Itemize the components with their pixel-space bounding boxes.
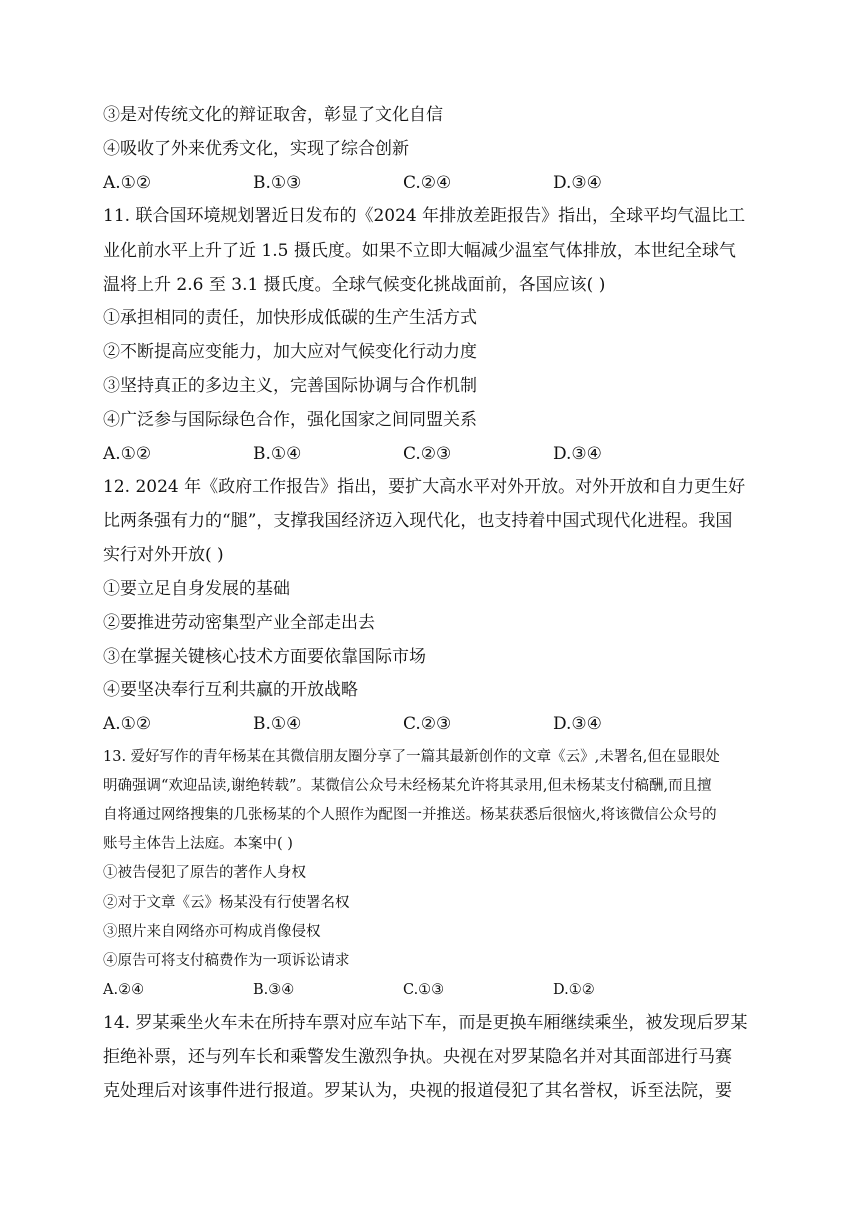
q14-stem-line-1: 14. 罗某乘坐火车未在所持车票对应车站下车，而是更换车厢继续乘坐，被发现后罗某 bbox=[103, 1013, 748, 1033]
q10-option-b[interactable]: B.①③ bbox=[253, 173, 302, 193]
q11-stem-line-2: 业化前水平上升了近 1.5 摄氏度。如果不立即大幅减少温室气体排放，本世纪全球气 bbox=[103, 241, 736, 261]
q11-item-3: ③坚持真正的多边主义，完善国际协调与合作机制 bbox=[103, 376, 477, 396]
q10-item-3: ③是对传统文化的辩证取舍，彰显了文化自信 bbox=[103, 105, 443, 125]
q12-option-b[interactable]: B.①④ bbox=[253, 714, 302, 734]
q10-option-c[interactable]: C.②④ bbox=[403, 173, 452, 193]
q13-item-4: ④原告可将支付稿费作为一项诉讼请求 bbox=[103, 953, 350, 969]
q10-option-a[interactable]: A.①② bbox=[103, 173, 152, 193]
q13-option-b[interactable]: B.③④ bbox=[253, 982, 295, 998]
q13-stem-line-3: 自将通过网络搜集的几张杨某的个人照作为配图一并推送。杨某获悉后很恼火,将该微信公众号的 bbox=[103, 807, 717, 823]
q13-stem-line-4: 账号主体告上法庭。本案中( ) bbox=[103, 836, 293, 852]
q13-option-a[interactable]: A.②④ bbox=[103, 982, 145, 998]
q12-stem-line-1: 12. 2024 年《政府工作报告》指出，要扩大高水平对外开放。对外开放和自力更生好 bbox=[103, 477, 746, 497]
q12-item-4: ④要坚决奉行互利共赢的开放战略 bbox=[103, 680, 358, 700]
q12-item-2: ②要推进劳动密集型产业全部走出去 bbox=[103, 613, 375, 633]
q10-item-4: ④吸收了外来优秀文化，实现了综合创新 bbox=[103, 139, 409, 159]
q11-item-1: ①承担相同的责任，加快形成低碳的生产生活方式 bbox=[103, 308, 477, 328]
q12-option-d[interactable]: D.③④ bbox=[553, 714, 602, 734]
q13-stem-line-2: 明确强调“欢迎品读,谢绝转载”。某微信公众号未经杨某允许将其录用,但未杨某支付稿酬,而且擅 bbox=[103, 778, 712, 794]
q13-option-d[interactable]: D.①② bbox=[553, 982, 595, 998]
q12-stem-line-2: 比两条强有力的“腿”，支撑我国经济迈入现代化，也支持着中国式现代化进程。我国 bbox=[103, 511, 733, 531]
q11-option-b[interactable]: B.①④ bbox=[253, 444, 302, 464]
q11-options bbox=[103, 443, 763, 465]
q12-options bbox=[103, 713, 763, 735]
q14-stem-line-2: 拒绝补票，还与列车长和乘警发生激烈争执。央视在对罗某隐名并对其面部进行马赛 bbox=[103, 1047, 732, 1067]
q12-option-a[interactable]: A.①② bbox=[103, 714, 152, 734]
q11-option-a[interactable]: A.①② bbox=[103, 444, 152, 464]
q11-option-d[interactable]: D.③④ bbox=[553, 444, 602, 464]
q11-stem-line-3: 温将上升 2.6 至 3.1 摄氏度。全球气候变化挑战面前，各国应该( ) bbox=[103, 275, 606, 295]
q13-option-c[interactable]: C.①③ bbox=[403, 982, 445, 998]
q12-item-3: ③在掌握关键核心技术方面要依靠国际市场 bbox=[103, 647, 426, 667]
q13-item-3: ③照片来自网络亦可构成肖像侵权 bbox=[103, 924, 321, 940]
q13-stem-line-1: 13. 爱好写作的青年杨某在其微信朋友圈分享了一篇其最新创作的文章《云》,未署名,但在显眼处 bbox=[103, 749, 720, 765]
q13-options bbox=[103, 979, 763, 1001]
q12-stem-line-3: 实行对外开放( ) bbox=[103, 545, 224, 565]
q14-stem-line-3: 克处理后对该事件进行报道。罗某认为，央视的报道侵犯了其名誉权，诉至法院，要 bbox=[103, 1081, 732, 1101]
q13-item-1: ①被告侵犯了原告的著作人身权 bbox=[103, 865, 306, 881]
q11-option-c[interactable]: C.②③ bbox=[403, 444, 452, 464]
q10-options bbox=[103, 172, 763, 194]
q12-option-c[interactable]: C.②③ bbox=[403, 714, 452, 734]
q11-stem-line-1: 11. 联合国环境规划署近日发布的《2024 年排放差距报告》指出，全球平均气温比工 bbox=[103, 206, 746, 226]
q11-item-2: ②不断提高应变能力，加大应对气候变化行动力度 bbox=[103, 342, 477, 362]
q13-item-2: ②对于文章《云》杨某没有行使署名权 bbox=[103, 895, 350, 911]
q12-item-1: ①要立足自身发展的基础 bbox=[103, 579, 290, 599]
q10-option-d[interactable]: D.③④ bbox=[553, 173, 602, 193]
q11-item-4: ④广泛参与国际绿色合作，强化国家之间同盟关系 bbox=[103, 410, 477, 430]
